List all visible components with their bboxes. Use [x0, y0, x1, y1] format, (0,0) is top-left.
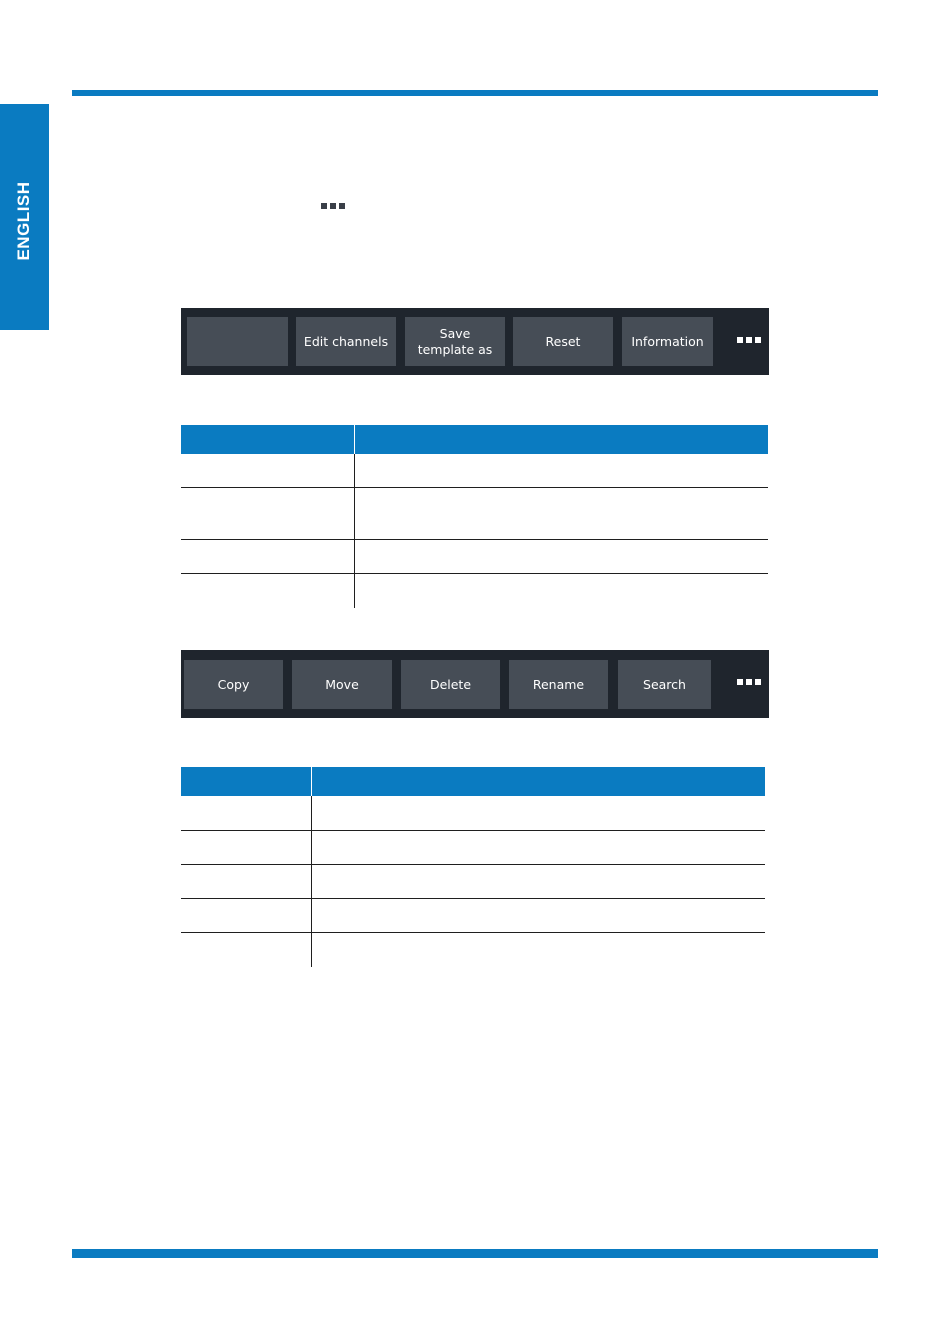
move-button[interactable]: Move	[292, 660, 392, 709]
parameter-table-1	[181, 425, 768, 608]
table-header	[181, 425, 768, 454]
footer-rule	[72, 1249, 878, 1258]
rename-button[interactable]: Rename	[509, 660, 608, 709]
table-row	[181, 932, 765, 933]
more-options-icon	[321, 203, 345, 209]
reset-button[interactable]: Reset	[513, 317, 613, 366]
table-row	[181, 864, 765, 865]
table-row	[181, 487, 768, 488]
empty-softkey-button[interactable]	[187, 317, 288, 366]
softkey-toolbar-2	[181, 650, 769, 718]
language-tab	[0, 104, 49, 330]
more-options-icon[interactable]	[737, 337, 761, 343]
information-button[interactable]: Information	[622, 317, 713, 366]
more-options-icon[interactable]	[737, 679, 761, 685]
delete-button[interactable]: Delete	[401, 660, 500, 709]
search-button[interactable]: Search	[618, 660, 711, 709]
copy-button[interactable]: Copy	[184, 660, 283, 709]
save-template-as-button[interactable]: Save template as	[405, 317, 505, 366]
header-rule	[72, 90, 878, 96]
table-row	[181, 573, 768, 574]
table-row	[181, 539, 768, 540]
softkey-toolbar-1	[181, 308, 769, 375]
language-tab-label: ENGLISH	[14, 181, 33, 261]
table-row	[181, 898, 765, 899]
table-row	[181, 830, 765, 831]
parameter-table-2	[181, 767, 765, 967]
edit-channels-button[interactable]: Edit channels	[296, 317, 396, 366]
table-header	[181, 767, 765, 796]
